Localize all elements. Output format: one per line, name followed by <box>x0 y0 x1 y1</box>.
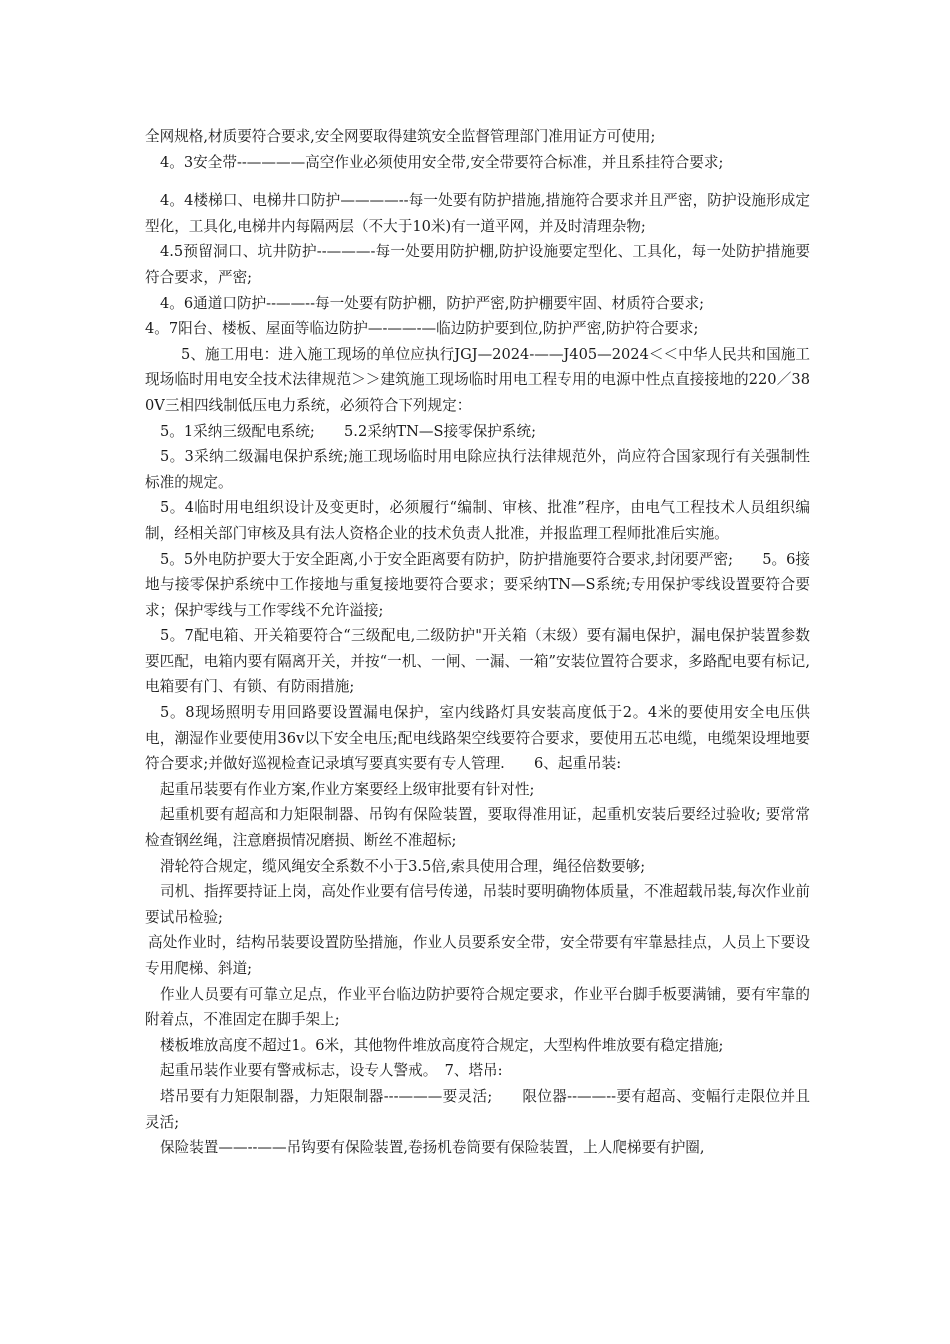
paragraph-4-7: 4。7阳台、楼板、屋面等临边防护—-——-—临边防护要到位,防护严密,防护符合要求; <box>145 320 699 338</box>
paragraph-5-intro: 5、施工用电：进入施工现场的单位应执行JGJ—2024-——J405—2024＜＜中华人民共和国施工现场临时用电安全技术法律规范＞＞建筑施工现场临时用电工程专用的电源中性点直接接地的220／380V三相四线制低压电力系统，必须符合下列规定： <box>145 345 810 414</box>
paragraph-lifting-plan: 起重吊装要有作业方案,作业方案要经上级审批要有针对性; <box>160 780 535 798</box>
paragraph-stacking: 楼板堆放高度不超过1。6米，其他物件堆放高度符合规定，大型构件堆放要有稳定措施; <box>160 1036 724 1054</box>
paragraph-4-4: 4。4楼梯口、电梯井口防护————--每一处要有防护措施,措施符合要求并且严密，防护设施形成定型化，工具化,电梯井内每隔两层（不大于10米)有一道平网，并及时清理杂物; <box>145 192 810 235</box>
paragraph-platform: 作业人员要有可靠立足点，作业平台临边防护要符合规定要求，作业平台脚手板要满铺，要有牢靠的附着点，不准固定在脚手架上; <box>145 985 810 1029</box>
paragraph-operator: 司机、指挥要持证上岗，高处作业要有信号传递，吊装时要明确物体质量，不准超载吊装,每次作业前要试吊检验; <box>145 883 810 926</box>
paragraph-5-4: 5。4临时用电组织设计及变更时，必须履行“编制、审核、批准”程序，由电气工程技术人员组织编制，经相关部门审核及具有法人资格企业的技术负责人批准，并报监理工程师批准后实施。 <box>145 499 810 542</box>
paragraph-safety-device: 保险装置——--——吊钩要有保险装置,卷扬机卷筒要有保险装置，上人爬梯要有护圈, <box>160 1139 705 1157</box>
paragraph-safety-net: 全网规格,材质要符合要求,安全网要取得建筑安全监督管理部门准用证方可使用; <box>145 128 656 145</box>
paragraph-5-1: 5。1采纳三级配电系统; 5.2采纳TN—S接零保护系统; <box>160 422 536 440</box>
paragraph-4-3: 4。3安全带--————高空作业必须使用安全带,安全带要符合标准，并且系挂符合要求; <box>160 153 724 171</box>
paragraph-5-8: 5。8现场照明专用回路要设置漏电保护，室内线路灯具安装高度低于2。4米的要使用安全电压供电，潮湿作业要使用36v以下安全电压;配电线路架空线要符合要求，要使用五芯电缆，电缆架设埋地要符合要求;并做好巡视检查记录填写要真实要有专人管理. 6、起重吊装: <box>145 704 810 773</box>
paragraph-tower-crane-limiter: 塔吊要有力矩限制器，力矩限制器---———要灵活; 限位器--——--要有超高、变幅行走限位并且灵活; <box>145 1087 810 1131</box>
paragraph-crane-limiter: 起重机要有超高和力矩限制器、吊钩有保险装置，要取得准用证，起重机安装后要经过验收; 要常常检查钢丝绳，注意磨损情况磨损、断丝不准超标; <box>145 806 810 850</box>
document-body <box>145 124 810 1161</box>
paragraph-high-work: 高处作业时，结构吊装要设置防坠措施，作业人员要系安全带，安全带要有牢靠悬挂点，人员上下要设专用爬梯、斜道; <box>145 934 810 977</box>
paragraph-4-5: 4.5预留洞口、坑井防护--———-每一处要用防护棚,防护设施要定型化、工具化，每一处防护措施要符合要求，严密; <box>145 243 810 286</box>
paragraph-5-3: 5。3采纳二级漏电保护系统;施工现场临时用电除应执行法律规范外，尚应符合国家现行有关强制性标准的规定。 <box>145 448 810 491</box>
paragraph-5-7: 5。7配电箱、开关箱要符合“三级配电,二级防护"开关箱（末级）要有漏电保护，漏电保护装置参数要匹配，电箱内要有隔离开关，并按“一机、一闸、一漏、一箱”安装位置符合要求，多路配电要有标记,电箱要有门、有锁、有防雨措施; <box>145 627 810 696</box>
paragraph-5-5: 5。5外电防护要大于安全距离,小于安全距离要有防护，防护措施要符合要求,封闭要严密; 5。6接地与接零保护系统中工作接地与重复接地要符合要求；要采纳TN—S系统;专用保护零线设置要符合要求；保护零线与工作零线不允许溢接; <box>145 550 810 619</box>
paragraph-warning: 起重吊装作业要有警戒标志，设专人警戒。 7、塔吊: <box>160 1062 503 1080</box>
paragraph-4-6: 4。6通道口防护--——--每一处要有防护棚，防护严密,防护棚要牢固、材质符合要求; <box>160 294 705 312</box>
paragraph-pulley: 滑轮符合规定，缆风绳安全系数不小于3.5倍,索具使用合理，绳径倍数要够; <box>160 857 646 875</box>
